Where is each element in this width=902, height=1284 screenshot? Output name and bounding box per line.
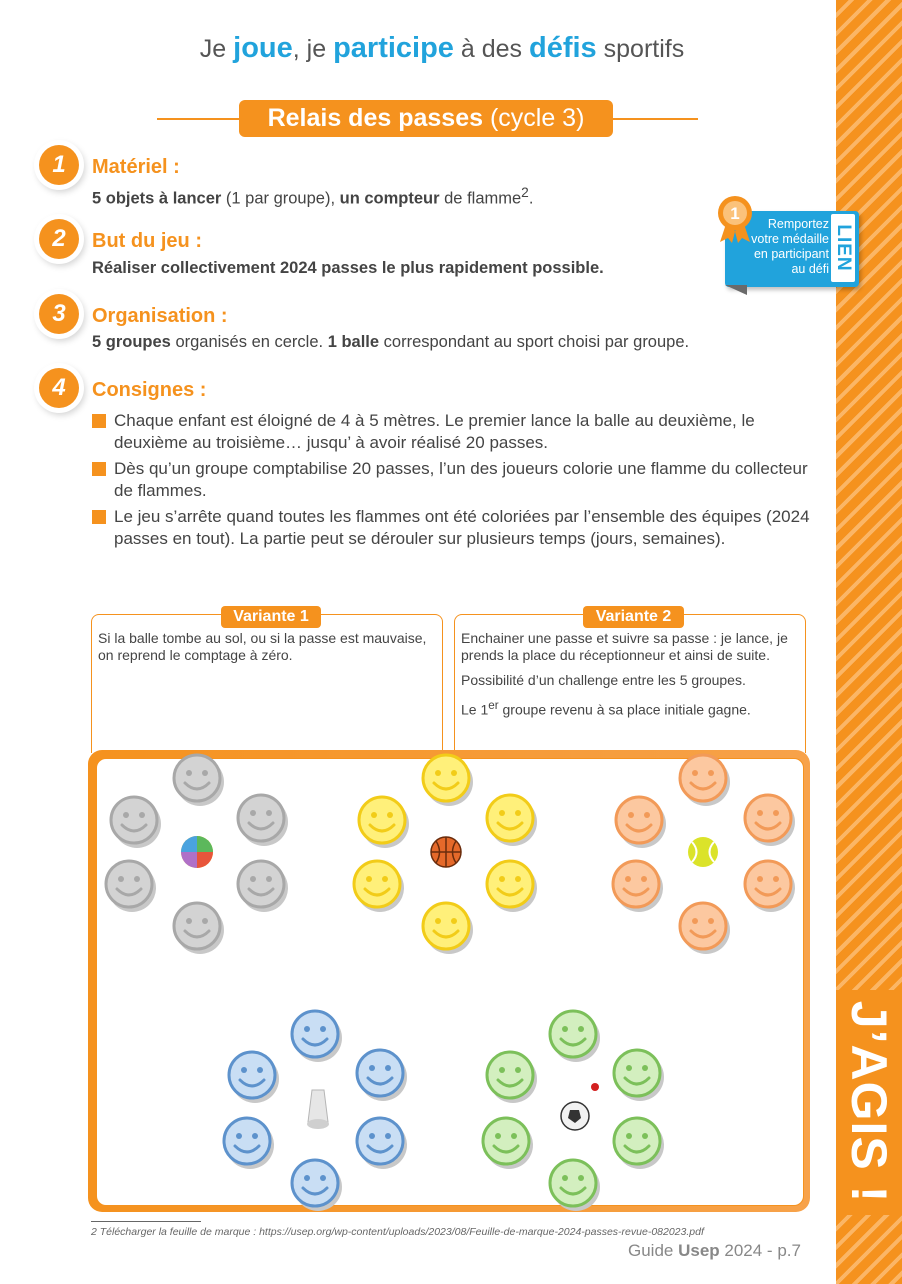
medal-number: 1 (730, 204, 740, 223)
smiley-icon (359, 797, 409, 848)
smiley-icon (613, 861, 663, 912)
smiley-icon (550, 1160, 600, 1211)
group-orange (613, 755, 795, 954)
variante-1-text: Si la balle tombe au sol, ou si la passe est mauvaise, on reprend le comptage à zéro. (98, 630, 427, 663)
page-prefix: Guide (628, 1241, 679, 1260)
smiley-icon (224, 1118, 274, 1169)
section-title-consignes: Consignes : (92, 379, 207, 401)
smiley-icon (423, 755, 473, 806)
header-seg: Je (199, 35, 234, 63)
section-body-organisation: 5 groupes organisés en cercle. 1 balle correspondant au sport choisi par groupe. (92, 333, 690, 351)
title-cycle: (cycle 3) (483, 104, 585, 132)
smiley-icon (616, 797, 666, 848)
title-bold: Relais des passes (267, 104, 483, 132)
smiley-icon (357, 1118, 407, 1169)
section-body-but: Réaliser collectivement 2024 passes le plus rapidement possible. (92, 259, 604, 277)
smiley-icon (680, 903, 730, 954)
header-seg: défis (529, 32, 597, 64)
page-brand: Usep (678, 1241, 720, 1260)
header-seg: sportifs (596, 35, 685, 63)
tennis-ball-icon (688, 837, 718, 867)
step-number-1: 1 (39, 145, 79, 185)
group-gray (106, 755, 288, 954)
list-item: Le jeu s’arrête quand toutes les flammes ont été coloriées par l’ensemble des équipes (2024 passes en tout). La partie peut se dérouler sur plusieurs temps (jours, semaines). (92, 506, 822, 550)
footnote-rule (91, 1221, 201, 1222)
list-item: Chaque enfant est éloigné de 4 à 5 mètres. Le premier lance la balle au deuxième, le deuxième au troisième… jusqu’ à avoir réalisé 20 passes. (92, 410, 822, 454)
basketball-icon (431, 837, 461, 867)
group-green (483, 1011, 664, 1211)
variante-2-paragraph: Enchainer une passe et suivre sa passe : je lance, je prends la place du réceptionneur et ainsi de suite. (461, 630, 788, 663)
header-seg: , je (292, 35, 334, 63)
page-number (628, 1241, 801, 1261)
group-yellow (354, 755, 537, 954)
lien-label: LIEN (833, 224, 854, 272)
step-number-3: 3 (39, 294, 79, 334)
smiley-icon (238, 861, 288, 912)
soccer-ball-icon (561, 1083, 599, 1130)
section-body-materiel: 5 objets à lancer (1 par groupe), un compteur de flamme$^2$. (92, 185, 534, 208)
smiley-icon (357, 1050, 407, 1101)
smiley-icon (614, 1050, 664, 1101)
smiley-icon (487, 1052, 537, 1103)
header-seg: joue (233, 32, 293, 64)
smiley-icon (354, 861, 404, 912)
smiley-icon (106, 861, 156, 912)
footnote[interactable]: 2 Télécharger la feuille de marque : https://usep.org/wp-content/uploads/2023/08/Feuille-de-marque-2024-passes-revue-082023.pdf (91, 1226, 704, 1238)
smiley-icon (174, 903, 224, 954)
side-label: J’AGIS ! (841, 1000, 897, 1204)
smiley-icon (745, 795, 795, 846)
smiley-icon (487, 861, 537, 912)
smiley-icon (174, 755, 224, 806)
smiley-icon (745, 861, 795, 912)
group-blue (224, 1011, 407, 1211)
smiley-icon (111, 797, 161, 848)
shuttlecock-icon (307, 1090, 329, 1129)
step-number-2: 2 (39, 219, 79, 259)
smiley-icon (238, 795, 288, 846)
section-title-but: But du jeu : (92, 230, 202, 252)
smiley-icon (483, 1118, 533, 1169)
smiley-icon (423, 903, 473, 954)
list-item: Dès qu’un groupe comptabilise 20 passes, l’un des joueurs colorie une flamme du collecteur de flammes. (92, 458, 822, 502)
smiley-icon (229, 1052, 279, 1103)
badge-line: votre médaille (751, 232, 829, 246)
badge-line: en participant (753, 247, 829, 261)
variante-2-paragraph: Le 1er groupe revenu à sa place initiale gagne. (461, 699, 751, 718)
step-number-4: 4 (39, 368, 79, 408)
variante-2-paragraph: Possibilité d’un challenge entre les 5 groupes. (461, 672, 746, 688)
badge-line: Remportez (767, 217, 829, 231)
smiley-icon (680, 755, 730, 806)
smiley-icon (550, 1011, 600, 1062)
page-suffix: 2024 - p.7 (719, 1241, 801, 1260)
variante-2-label: Variante 2 (583, 606, 684, 628)
smiley-icon (487, 795, 537, 846)
header-seg: participe (333, 32, 454, 64)
smiley-icon (292, 1011, 342, 1062)
smiley-icon (292, 1160, 342, 1211)
section-title-materiel: Matériel : (92, 156, 180, 178)
smiley-icon (614, 1118, 664, 1169)
badge-line: au défi (791, 262, 829, 276)
header-seg: à des (453, 35, 529, 63)
variante-1-label: Variante 1 (221, 606, 321, 628)
section-title-organisation: Organisation : (92, 305, 228, 327)
multicolor-ball-icon (181, 836, 213, 868)
